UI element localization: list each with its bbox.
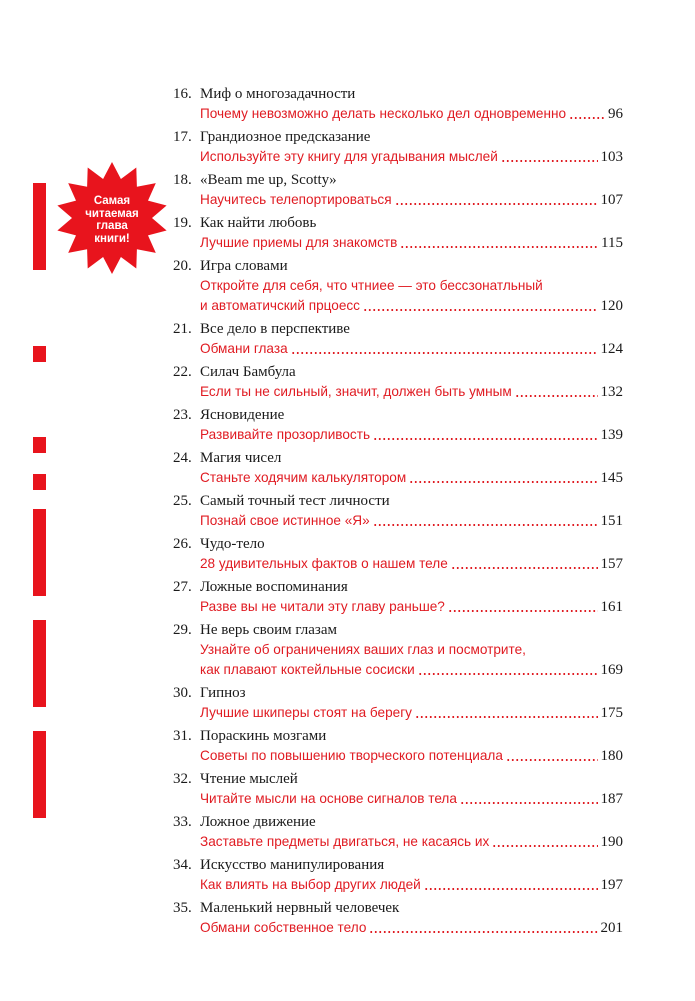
toc-entry	[173, 319, 623, 359]
subtitle-text: Обмани глаза	[200, 341, 288, 356]
margin-red-bar	[33, 474, 46, 490]
chapter-number: 16.	[173, 86, 192, 102]
subtitle-text: Заставьте предметы двигаться, не касаясь их	[200, 834, 490, 849]
chapter-number: 33.	[173, 814, 192, 830]
badge-line: книги!	[94, 232, 130, 245]
page-number: 157	[600, 556, 623, 572]
chapter-subtitle	[173, 597, 623, 617]
chapter-title: Ложные воспоминания	[200, 579, 348, 595]
chapter-title: Ложное движение	[200, 814, 316, 830]
toc-entry	[173, 812, 623, 852]
page-number: 96	[608, 106, 623, 122]
page-number: 124	[600, 341, 623, 357]
chapter-number: 32.	[173, 771, 192, 787]
dot-leader	[506, 759, 598, 761]
chapter-number: 18.	[173, 172, 192, 188]
dot-leader	[515, 395, 598, 397]
chapter-title: «Beam me up, Scotty»	[200, 172, 337, 188]
margin-red-bar	[33, 620, 46, 707]
margin-red-bar	[33, 437, 46, 453]
dot-leader	[363, 309, 598, 311]
dot-leader	[369, 931, 597, 933]
chapter-subtitle	[173, 703, 623, 723]
toc-entry	[173, 448, 623, 488]
badge-line: Самая	[93, 195, 131, 207]
subtitle-text: Узнайте об ограничениях ваших глаз и посмотрите,	[200, 642, 526, 657]
chapter-subtitle	[173, 640, 623, 680]
dot-leader	[400, 246, 598, 248]
page-number: 115	[601, 235, 623, 251]
page-number: 180	[600, 748, 623, 764]
page-number: 151	[600, 513, 623, 529]
chapter-number: 26.	[173, 536, 192, 552]
chapter-heading	[173, 726, 623, 746]
subtitle-text: Лучшие приемы для знакомств	[200, 235, 398, 250]
chapter-subtitle	[173, 276, 623, 316]
subtitle-text: и автоматичский прцоесс	[200, 298, 360, 313]
page-number: 169	[600, 662, 623, 678]
margin-red-bar	[33, 346, 46, 362]
chapter-heading	[173, 812, 623, 832]
chapter-number: 29.	[173, 622, 192, 638]
page-number: 132	[600, 384, 623, 400]
chapter-subtitle	[173, 554, 623, 574]
chapter-heading	[173, 534, 623, 554]
chapter-subtitle	[173, 425, 623, 445]
chapter-heading	[173, 491, 623, 511]
page-number: 145	[600, 470, 623, 486]
chapter-title: Ясновидение	[200, 407, 285, 423]
chapter-subtitle	[173, 104, 623, 124]
chapter-subtitle	[173, 339, 623, 359]
subtitle-text: Используйте эту книгу для угадывания мыслей	[200, 149, 498, 164]
chapter-title: Чтение мыслей	[200, 771, 298, 787]
chapter-title: Пораскинь мозгами	[200, 728, 327, 744]
dot-leader	[373, 438, 597, 440]
page-number: 175	[600, 705, 623, 721]
chapter-title: Грандиозное предсказание	[200, 129, 371, 145]
chapter-title: Гипноз	[200, 685, 246, 701]
dot-leader	[373, 524, 598, 526]
chapter-subtitle	[173, 789, 623, 809]
page-number: 190	[600, 834, 623, 850]
chapter-subtitle	[173, 468, 623, 488]
subtitle-text: Откройте для себя, что чтниее — это бессзонатльный	[200, 278, 543, 293]
chapter-number: 25.	[173, 493, 192, 509]
subtitle-text: Читайте мысли на основе сигналов тела	[200, 791, 457, 806]
toc-entry	[173, 855, 623, 895]
toc-entry	[173, 256, 623, 316]
chapter-number: 17.	[173, 129, 192, 145]
chapter-title: Силач Бамбула	[200, 364, 296, 380]
subtitle-text: Как влиять на выбор других людей	[200, 877, 421, 892]
chapter-subtitle	[173, 746, 623, 766]
margin-red-bar	[33, 183, 46, 270]
margin-red-bar	[33, 731, 46, 818]
chapter-subtitle	[173, 233, 623, 253]
chapter-number: 24.	[173, 450, 192, 466]
dot-leader	[291, 352, 598, 354]
toc-entry	[173, 898, 623, 938]
chapter-number: 23.	[173, 407, 192, 423]
toc-entry	[173, 620, 623, 680]
subtitle-text: Научитесь телепортироваться	[200, 192, 392, 207]
dot-leader	[451, 567, 598, 569]
page-number: 161	[600, 599, 623, 615]
badge-line: глава	[96, 220, 128, 232]
toc-entry	[173, 362, 623, 402]
table-of-contents	[173, 84, 623, 941]
chapter-heading	[173, 319, 623, 339]
chapter-heading	[173, 855, 623, 875]
dot-leader	[501, 160, 598, 162]
subtitle-text: как плавают коктейльные сосиски	[200, 662, 415, 677]
chapter-subtitle	[173, 875, 623, 895]
chapter-heading	[173, 769, 623, 789]
chapter-subtitle	[173, 382, 623, 402]
chapter-heading	[173, 170, 623, 190]
dot-leader	[492, 845, 597, 847]
starburst-badge	[55, 162, 169, 274]
chapter-heading	[173, 405, 623, 425]
badge-text	[55, 195, 169, 245]
dot-leader	[460, 802, 598, 804]
toc-entry	[173, 491, 623, 531]
page-number: 197	[600, 877, 623, 893]
page-number: 120	[600, 298, 623, 314]
toc-entry	[173, 127, 623, 167]
chapter-title: Не верь своим глазам	[200, 622, 337, 638]
dot-leader	[424, 888, 598, 890]
toc-entry	[173, 726, 623, 766]
dot-leader	[418, 673, 598, 675]
chapter-title: Маленький нервный человечек	[200, 900, 400, 916]
chapter-number: 35.	[173, 900, 192, 916]
toc-entry	[173, 534, 623, 574]
badge-line: читаемая	[85, 207, 139, 220]
chapter-heading	[173, 362, 623, 382]
chapter-title: Игра словами	[200, 258, 288, 274]
chapter-title: Миф о многозадачности	[200, 86, 356, 102]
chapter-heading	[173, 84, 623, 104]
chapter-title: Все дело в перспективе	[200, 321, 350, 337]
subtitle-text: Почему невозможно делать несколько дел одновременно	[200, 106, 567, 121]
margin-red-bar	[33, 509, 46, 596]
chapter-number: 20.	[173, 258, 192, 274]
chapter-subtitle	[173, 190, 623, 210]
dot-leader	[448, 610, 598, 612]
chapter-title: Магия чисел	[200, 450, 282, 466]
dot-leader	[395, 203, 598, 205]
chapter-subtitle	[173, 147, 623, 167]
toc-entry	[173, 213, 623, 253]
toc-entry	[173, 84, 623, 124]
subtitle-text: Лучшие шкиперы стоят на берегу	[200, 705, 412, 720]
page-number: 139	[600, 427, 623, 443]
page-number: 201	[600, 920, 623, 936]
toc-entry	[173, 577, 623, 617]
subtitle-text: Обмани собственное тело	[200, 920, 367, 935]
page-number: 187	[600, 791, 623, 807]
subtitle-text: Станьте ходячим калькулятором	[200, 470, 407, 485]
chapter-heading	[173, 127, 623, 147]
chapter-title: Чудо-тело	[200, 536, 265, 552]
chapter-title: Самый точный тест личности	[200, 493, 390, 509]
chapter-number: 30.	[173, 685, 192, 701]
page-number: 103	[600, 149, 623, 165]
subtitle-text: Познай свое истинное «Я»	[200, 513, 370, 528]
subtitle-text: Разве вы не читали эту главу раньше?	[200, 599, 445, 614]
chapter-heading	[173, 213, 623, 233]
chapter-heading	[173, 620, 623, 640]
chapter-number: 34.	[173, 857, 192, 873]
chapter-subtitle	[173, 918, 623, 938]
toc-entry	[173, 769, 623, 809]
chapter-subtitle	[173, 832, 623, 852]
chapter-number: 22.	[173, 364, 192, 380]
toc-entry	[173, 405, 623, 445]
chapter-number: 19.	[173, 215, 192, 231]
dot-leader	[569, 117, 605, 119]
chapter-title: Искусство манипулирования	[200, 857, 385, 873]
chapter-title: Как найти любовь	[200, 215, 317, 231]
chapter-number: 31.	[173, 728, 192, 744]
chapter-heading	[173, 898, 623, 918]
toc-entry	[173, 170, 623, 210]
chapter-subtitle	[173, 511, 623, 531]
chapter-heading	[173, 683, 623, 703]
subtitle-text: Развивайте прозорливость	[200, 427, 371, 442]
subtitle-text: 28 удивительных фактов о нашем теле	[200, 556, 448, 571]
toc-entry	[173, 683, 623, 723]
chapter-number: 27.	[173, 579, 192, 595]
subtitle-text: Советы по повышению творческого потенциала	[200, 748, 503, 763]
dot-leader	[415, 716, 598, 718]
chapter-heading	[173, 256, 623, 276]
subtitle-text: Если ты не сильный, значит, должен быть умным	[200, 384, 512, 399]
chapter-heading	[173, 448, 623, 468]
chapter-heading	[173, 577, 623, 597]
page-number: 107	[600, 192, 623, 208]
dot-leader	[409, 481, 597, 483]
chapter-number: 21.	[173, 321, 192, 337]
